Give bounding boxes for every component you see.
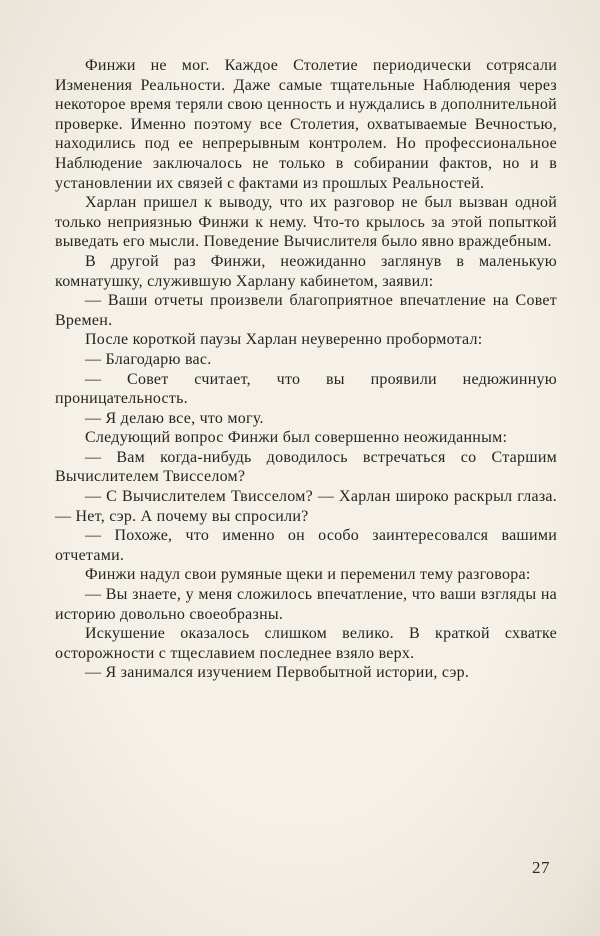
paragraph: В другой раз Финжи, неожиданно заглянув в маленькую комнатушку, служившую Харлану кабинетом, заявил: xyxy=(55,252,557,290)
paragraph: После короткой паузы Харлан неуверенно пробормотал: xyxy=(85,331,483,349)
paragraph: Искушение оказалось слишком велико. В краткой схватке осторожности с тщеславием последнее взяло верх. xyxy=(55,625,557,662)
paragraph: — Благодарю вас. xyxy=(85,350,212,368)
paragraph: — Вам когда-нибудь доводилось встречаться со Старшим Вычислителем Твисселом? xyxy=(55,448,557,486)
paragraph: — Совет считает, что вы проявили недюжинную проницательность. xyxy=(55,370,557,408)
paragraph: Финжи не мог. Каждое Столетие периодически сотрясали Изменения Реальности. Даже самые тщательные Наблюдения через некоторое время теряли свою ценность и нуждались в дополнительной проверке. Именно поэтому все Столетия, охватываемые Вечностью, находились под ее непрерывным контролем. Но профессиональное Наблюдение заключалось не только в собирании фактов, но и в установлении их связей с фактами из прошлых Реальностей. xyxy=(55,57,557,192)
paragraph: Харлан пришел к выводу, что их разговор не был вызван одной только неприязнью Финжи к нему. Что-то крылось за этой попыткой выведать его мысли. Поведение Вычислителя было явно враждебным. xyxy=(55,194,557,251)
paragraph: Финжи надул свои румяные щеки и переменил тему разговора: xyxy=(85,566,531,584)
paragraph: — Я делаю все, что могу. xyxy=(85,409,264,427)
paragraph: — Вы знаете, у меня сложилось впечатление, что ваши взгляды на историю довольно своеобразны. xyxy=(55,586,557,623)
paragraph: — Ваши отчеты произвели благоприятное впечатление на Совет Времен. xyxy=(55,292,557,329)
paragraph: — С Вычислителем Твисселом? — Харлан широко раскрыл глаза. — Нет, сэр. А почему вы спросили? xyxy=(55,488,557,525)
paragraph: — Я занимался изучением Первобытной истории, сэр. xyxy=(85,664,470,682)
page-number: 27 xyxy=(532,858,550,877)
paragraph: — Похоже, что именно он особо заинтересовался вашими отчетами. xyxy=(55,527,557,564)
paragraph: Следующий вопрос Финжи был совершенно неожиданным: xyxy=(85,429,508,447)
page-text xyxy=(55,56,557,683)
